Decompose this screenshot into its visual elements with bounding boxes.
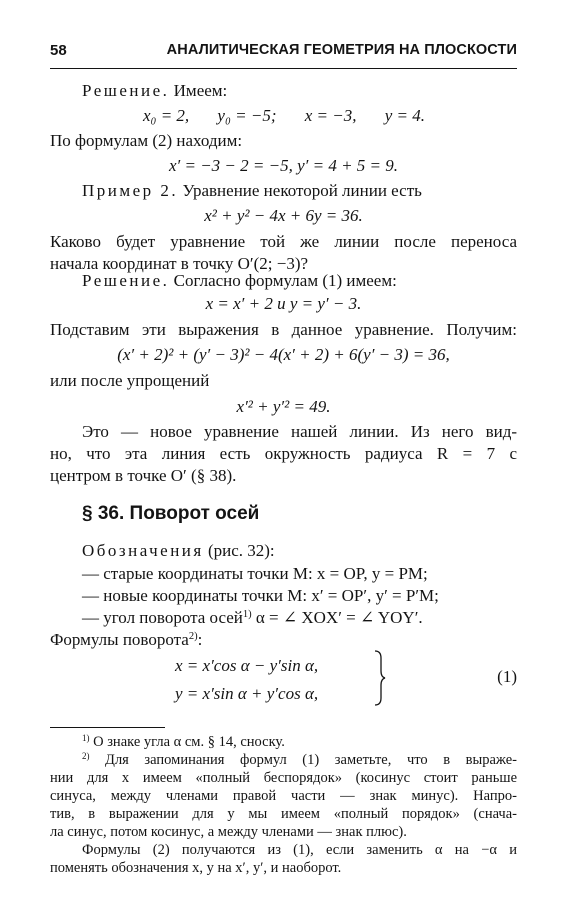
example-2-question-1: Каково будет уравнение той же линии после переноса [50, 232, 517, 251]
footnote-ref-2: 2) [188, 631, 198, 643]
footnote-2-line-4: тив, в выражении для y мы имеем «полный порядок» (снача- [50, 806, 517, 822]
example-2-intro: Пример 2. Уравнение некоторой линии есть [82, 181, 422, 200]
notation-item-1: — старые координаты точки M: x = OP, y = PM; [82, 564, 428, 583]
footnote-3-line-2: поменять обозначения x, y на x′, y′, и наоборот. [50, 860, 342, 876]
running-title: АНАЛИТИЧЕСКАЯ ГЕОМЕТРИЯ НА ПЛОСКОСТИ [166, 42, 517, 58]
footnote-2-line-3: синуса, между членами правой части — знак минус). Напро- [50, 788, 517, 804]
given-x: x = −3, [304, 106, 357, 125]
solution-label: Решение. [82, 81, 170, 100]
conclusion-line-2: но, что эта линия есть окружность радиуса R = 7 с [50, 444, 517, 463]
expanded-equation: (x′ + 2)² + (y′ − 3)² − 4(x′ + 2) + 6(y′ − 3) = 36, [117, 345, 450, 364]
substitute-text: Подставим эти выражения в данное уравнение. Получим: [50, 320, 517, 339]
footnote-2-line-5: ла синус, потом косинус, а между членами — знак плюс). [50, 824, 407, 840]
transfer-result: x′ = −3 − 2 = −5, y′ = 4 + 5 = 9. [168, 156, 399, 175]
footnote-3-line-1: Формулы (2) получаются из (1), если заменить α на −α и [82, 842, 517, 858]
notation-item-2: — новые координаты точки M: x′ = OP′, y′ = P′M; [82, 586, 439, 605]
notation-item-3: — угол поворота осей$^{1)}$ α = ∠ XOX′ = ∠ YOY′. [82, 608, 423, 627]
simplify-text: или после упрощений [50, 371, 210, 390]
shift-formulas: x = x′ + 2 и y = y′ − 3. [205, 294, 362, 313]
header-rule [50, 68, 517, 69]
solution-2-intro: Решение. Согласно формулам (1) имеем: [82, 271, 397, 290]
page-header [50, 42, 517, 68]
formula-intro: По формулам (2) находим: [50, 131, 243, 150]
conclusion-line-1: Это — новое уравнение нашей линии. Из него вид- [82, 422, 517, 441]
footnote-1: $^{1)}$ О знаке угла α см. § 14, сноску. [82, 733, 285, 750]
simplified-equation: x′² + y′² = 49. [236, 397, 331, 416]
footnote-2-line-2: нии для x имеем «полный беспорядок» (косинус стоит раньше [50, 770, 517, 786]
rotation-formulas-intro: Формулы поворота$^{2)}$: [50, 630, 203, 649]
given-x0: x₀ = 2, [143, 106, 190, 125]
solution-1-intro: Решение. Имеем: [82, 81, 228, 100]
footnote-rule [50, 727, 165, 728]
rotation-equation-y: y = x′sin α + y′cos α, [175, 684, 319, 703]
given-values [143, 105, 425, 127]
example-2-question-2: начала координат в точку O′(2; −3)? [50, 254, 309, 273]
equation-number: (1) [497, 667, 517, 686]
page-number: 58 [50, 42, 67, 59]
footnote-ref-1: 1) [242, 609, 252, 621]
given-y: y = 4. [384, 106, 425, 125]
footnote-2-line-1: $^{2)}$ Для запоминания формул (1) заметьте, что в выраже- [82, 751, 517, 768]
example-label: Пример 2. [82, 181, 179, 200]
right-brace [374, 650, 386, 706]
given-y0: y₀ = −5; [217, 106, 277, 125]
rotation-equation-x: x = x′cos α − y′sin α, [175, 656, 319, 675]
conclusion-line-3: центром в точке O′ (§ 38). [50, 466, 237, 485]
section-heading: § 36. Поворот осей [82, 503, 260, 524]
solution-label: Решение. [82, 271, 170, 290]
notation-label: Обозначения [82, 541, 204, 560]
example-2-equation: x² + y² − 4x + 6y = 36. [204, 206, 363, 225]
notation-intro: Обозначения (рис. 32): [82, 541, 275, 560]
